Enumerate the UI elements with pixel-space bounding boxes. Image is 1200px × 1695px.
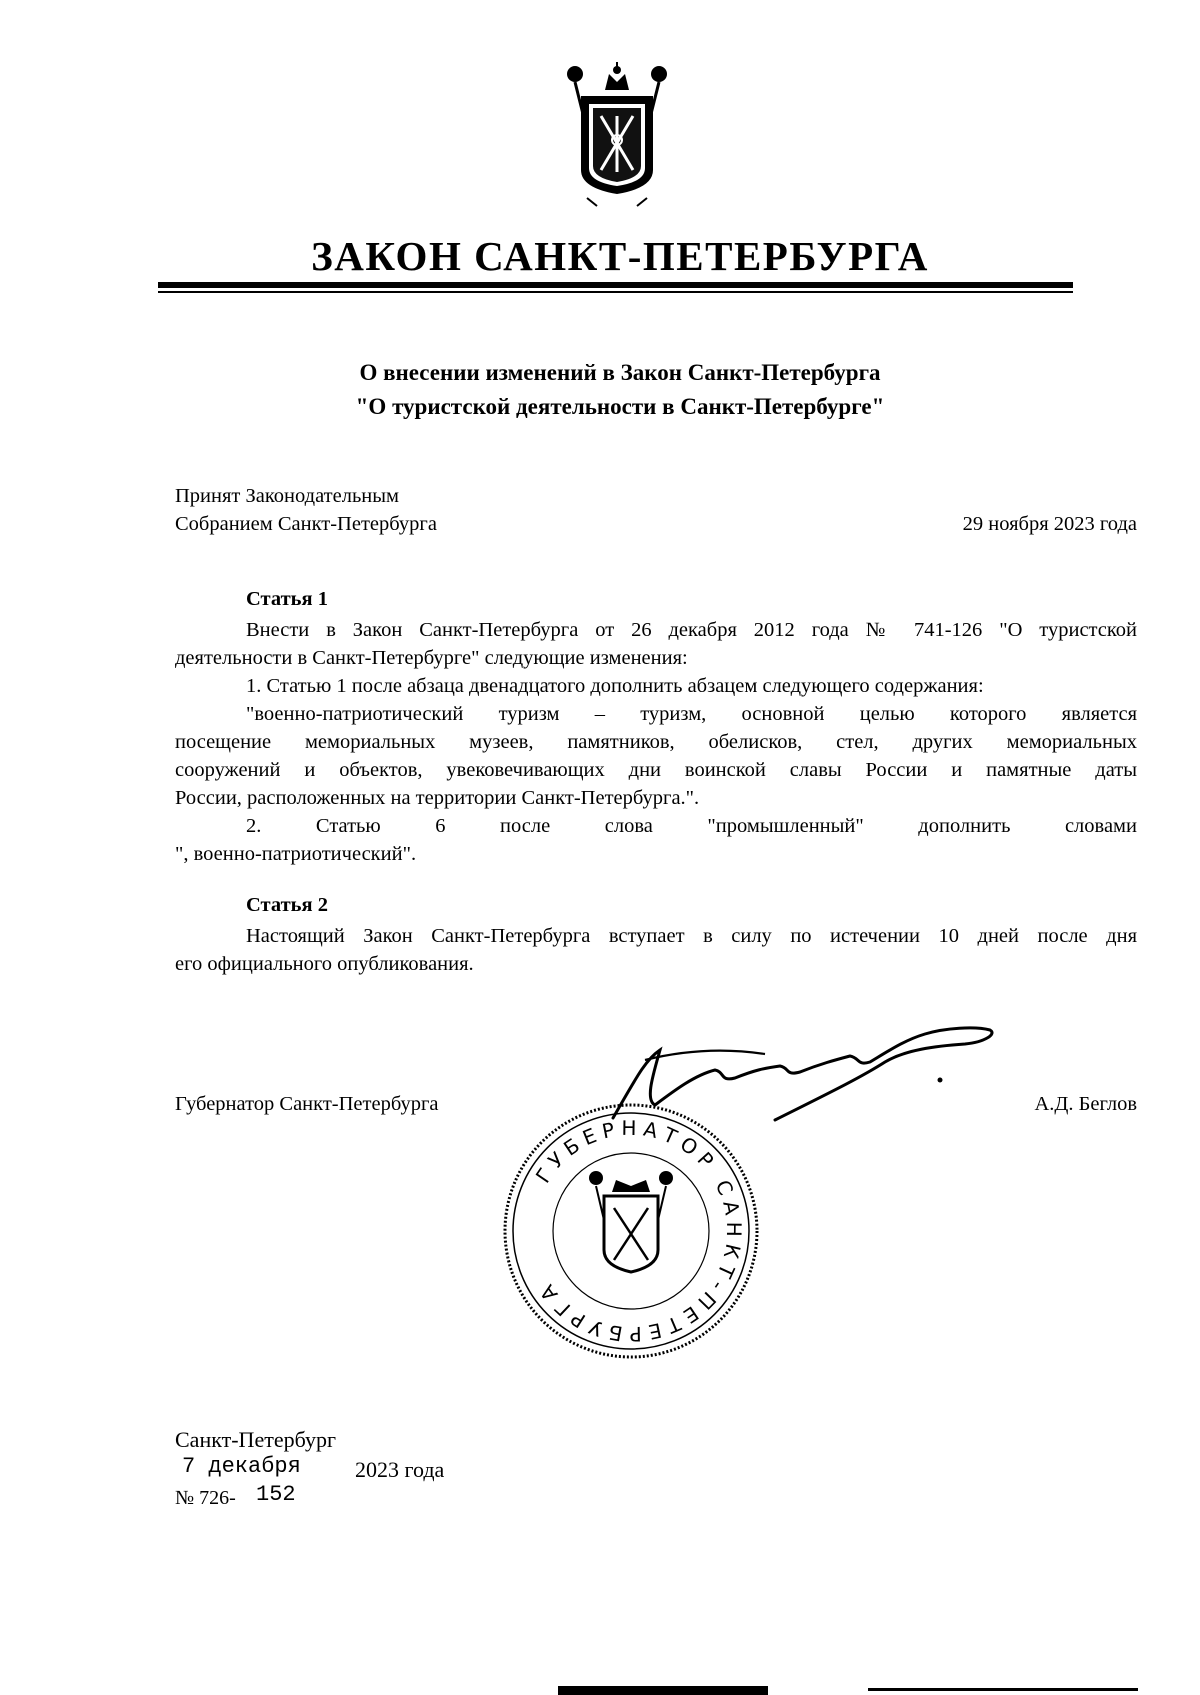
subtitle-line-2: "О туристской деятельности в Санкт-Петербурге" [355,394,885,419]
subtitle-line-1: О внесении изменений в Закон Санкт-Петербурга [359,360,881,385]
governor-seal [500,1100,762,1362]
document-title: ЗАКОН САНКТ-ПЕТЕРБУРГА [311,233,929,279]
article-1-heading: Статья 1 [246,588,328,610]
article-1-intro-line-1: Внести в Закон Санкт-Петербурга от 26 декабря 2012 года № 741-126 "О туристской [246,619,1137,641]
footer-year: 2023 года [355,1457,445,1482]
adopted-line-2: Собранием Санкт-Петербурга [175,513,437,535]
article-1-item-1: 1. Статью 1 после абзаца двенадцатого дополнить абзацем следующего содержания: [246,675,984,697]
article-1-item-2-line-2: ", военно-патриотический". [175,843,417,865]
article-2-heading: Статья 2 [246,894,328,916]
footer-number-suffix: 152 [256,1482,296,1507]
coat-of-arms-emblem [557,60,677,210]
footer-day-month: 7 декабря [182,1454,301,1479]
article-1-quote-line-2: посещение мемориальных музеев, памятников, обелисков, стел, других мемориальных [175,731,1137,753]
article-2-text-line-1: Настоящий Закон Санкт-Петербурга вступает в силу по истечении 10 дней после дня [246,925,1137,947]
footer-city: Санкт-Петербург [175,1427,336,1452]
adopted-line-1: Принят Законодательным [175,485,400,507]
footer-number-prefix: № 726- [175,1487,236,1509]
article-1-quote-line-3: сооружений и объектов, увековечивающих дни воинской славы России и памятные даты [175,759,1137,781]
title-rule-thick [158,282,1073,288]
handwritten-signature [605,1020,1000,1130]
signatory-name: А.Д. Беглов [1034,1093,1137,1115]
scan-edge-mark-1 [558,1686,768,1695]
signatory-position: Губернатор Санкт-Петербурга [175,1093,439,1115]
title-rule-thin [158,291,1073,293]
article-1-item-2-line-1: 2. Статью 6 после слова "промышленный" дополнить словами [246,815,1137,837]
article-1-quote-line-4: России, расположенных на территории Санкт-Петербурга.". [175,787,700,809]
article-1-quote-line-1: "военно-патриотический туризм – туризм, основной целью которого является [246,703,1137,725]
article-1-intro-line-2: деятельности в Санкт-Петербурге" следующие изменения: [175,647,688,669]
adopted-date: 29 ноября 2023 года [962,513,1137,535]
scan-edge-mark-2 [868,1688,1138,1691]
svg-text:ГУБЕРНАТОР САНКТ-ПЕТЕРБУРГА: ГУБЕРНАТОР САНКТ-ПЕТЕРБУРГА [530,1115,747,1347]
article-2-text-line-2: его официального опубликования. [175,953,474,975]
